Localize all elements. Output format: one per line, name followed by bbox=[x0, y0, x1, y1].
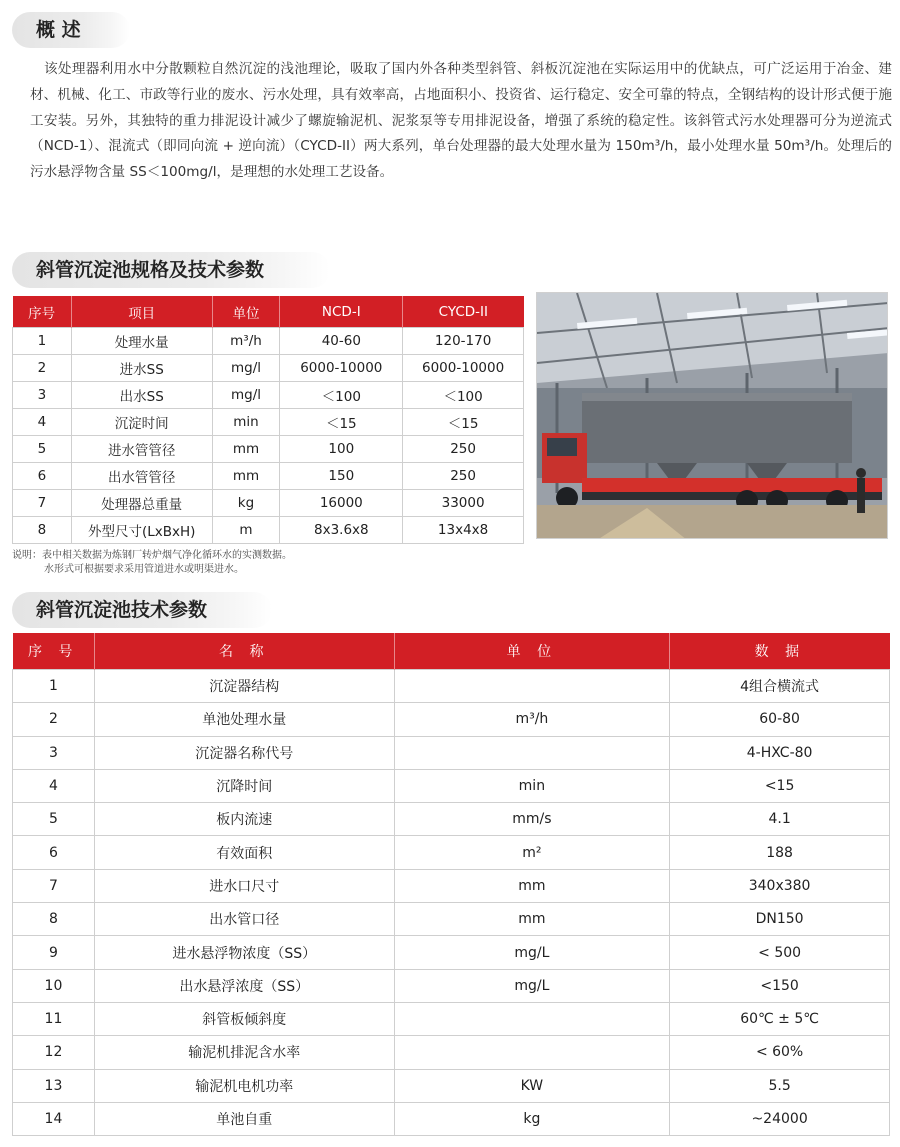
table-cell: 6000-10000 bbox=[403, 355, 524, 382]
table-cell: mg/l bbox=[212, 382, 280, 409]
table-cell: 12 bbox=[13, 1036, 95, 1069]
table-cell: 340x380 bbox=[670, 869, 890, 902]
table-cell: 60-80 bbox=[670, 703, 890, 736]
table-cell: min bbox=[212, 409, 280, 436]
table-row bbox=[13, 1002, 890, 1035]
table-cell: ~24000 bbox=[670, 1102, 890, 1135]
table-cell: <15 bbox=[670, 769, 890, 802]
spec-note bbox=[12, 549, 292, 577]
spec-note-line: 水形式可根据要求采用管道进水或明渠进水。 bbox=[44, 564, 244, 575]
table-row bbox=[13, 969, 890, 1002]
table-cell: mg/L bbox=[394, 936, 670, 969]
table-cell: 斜管板倾斜度 bbox=[94, 1002, 394, 1035]
overview-title: 概 述 bbox=[12, 12, 130, 48]
table-cell: 4组合横流式 bbox=[670, 670, 890, 703]
table-cell: 板内流速 bbox=[94, 803, 394, 836]
table-cell: mm bbox=[394, 869, 670, 902]
table-cell: 3 bbox=[13, 382, 72, 409]
table-cell: mg/l bbox=[212, 355, 280, 382]
table-cell: < 500 bbox=[670, 936, 890, 969]
table-cell: 6 bbox=[13, 836, 95, 869]
table-cell: 进水SS bbox=[71, 355, 212, 382]
table-cell: 4.1 bbox=[670, 803, 890, 836]
tech-header-row bbox=[13, 633, 890, 670]
table-cell: 9 bbox=[13, 936, 95, 969]
table-cell: 外型尺寸(LxBxH) bbox=[71, 517, 212, 544]
tech-header-cell: 序 号 bbox=[13, 633, 95, 670]
table-cell: 单池处理水量 bbox=[94, 703, 394, 736]
equipment-photo bbox=[536, 292, 888, 539]
table-row bbox=[13, 355, 524, 382]
tech-header-cell: 名 称 bbox=[94, 633, 394, 670]
table-cell: 2 bbox=[13, 703, 95, 736]
table-row bbox=[13, 1069, 890, 1102]
table-cell: 输泥机电机功率 bbox=[94, 1069, 394, 1102]
table-cell: m bbox=[212, 517, 280, 544]
table-cell: mm bbox=[212, 436, 280, 463]
table-cell: ＜100 bbox=[403, 382, 524, 409]
table-row bbox=[13, 382, 524, 409]
table-cell: 8 bbox=[13, 903, 95, 936]
table-cell: ＜15 bbox=[280, 409, 403, 436]
table-cell: kg bbox=[394, 1102, 670, 1135]
table-cell: m² bbox=[394, 836, 670, 869]
table-row bbox=[13, 769, 890, 802]
table-cell: 1 bbox=[13, 328, 72, 355]
table-cell: 沉淀器结构 bbox=[94, 670, 394, 703]
table-cell: 60℃ ± 5℃ bbox=[670, 1002, 890, 1035]
table-cell: 5.5 bbox=[670, 1069, 890, 1102]
table-cell: ＜100 bbox=[280, 382, 403, 409]
table-cell: 11 bbox=[13, 1002, 95, 1035]
table-cell: 14 bbox=[13, 1102, 95, 1135]
table-cell: 单池自重 bbox=[94, 1102, 394, 1135]
table-cell: 40-60 bbox=[280, 328, 403, 355]
table-cell: 7 bbox=[13, 490, 72, 517]
table-cell: 出水管管径 bbox=[71, 463, 212, 490]
table-cell: 8 bbox=[13, 517, 72, 544]
overview-text: 该处理器利用水中分散颗粒自然沉淀的浅池理论，吸取了国内外各种类型斜管、斜板沉淀池在实际运用中的优缺点，可广泛运用于冶金、建材、机械、化工、市政等行业的废水、污水处理，具有效率高，占地面积小、投资省、运行稳定、安全可靠的特点，全钢结构的设计形式便于施工安装。另外，其独特的重力排泥设计减少了螺旋输泥机、泥浆泵等专用排泥设备，增强了系统的稳定性。该斜管式污水处理器可分为逆流式（NCD-1）、混流式（即同向流 + 逆向流）（CYCD-II）两大系列，单台处理器的最大处理水量为 150m³/h，最小处理水量 50m³/h。处理后的污水悬浮物含量 SS＜100mg/l，是理想的水处理工艺设备。 bbox=[30, 61, 892, 181]
table-row bbox=[13, 736, 890, 769]
table-cell: 出水悬浮浓度（SS） bbox=[94, 969, 394, 1002]
table-cell bbox=[394, 1002, 670, 1035]
table-cell: 10 bbox=[13, 969, 95, 1002]
table-cell: 13 bbox=[13, 1069, 95, 1102]
table-cell: 出水管口径 bbox=[94, 903, 394, 936]
table-cell: 进水口尺寸 bbox=[94, 869, 394, 902]
table-cell: 6000-10000 bbox=[280, 355, 403, 382]
table-cell: 120-170 bbox=[403, 328, 524, 355]
spec-note-line: 说明：表中相关数据为炼钢厂转炉烟气净化循环水的实测数据。 bbox=[12, 550, 292, 561]
table-cell: mm bbox=[212, 463, 280, 490]
table-cell bbox=[394, 670, 670, 703]
table-cell: 输泥机排泥含水率 bbox=[94, 1036, 394, 1069]
tech-header-cell: 单 位 bbox=[394, 633, 670, 670]
spec-header-cell: 项目 bbox=[71, 296, 212, 328]
table-cell: 进水管管径 bbox=[71, 436, 212, 463]
table-row bbox=[13, 436, 524, 463]
spec-header-cell: NCD-I bbox=[280, 296, 403, 328]
table-row bbox=[13, 490, 524, 517]
table-row bbox=[13, 869, 890, 902]
table-cell: 7 bbox=[13, 869, 95, 902]
table-cell bbox=[394, 736, 670, 769]
table-cell: <150 bbox=[670, 969, 890, 1002]
table-row bbox=[13, 836, 890, 869]
table-cell: 处理水量 bbox=[71, 328, 212, 355]
table-row bbox=[13, 1036, 890, 1069]
truck-tank-illustration bbox=[537, 293, 888, 539]
table-cell: 处理器总重量 bbox=[71, 490, 212, 517]
table-cell: < 60% bbox=[670, 1036, 890, 1069]
table-cell: 2 bbox=[13, 355, 72, 382]
table-cell: 8x3.6x8 bbox=[280, 517, 403, 544]
table-cell: 1 bbox=[13, 670, 95, 703]
table-cell: 100 bbox=[280, 436, 403, 463]
table-cell: 进水悬浮物浓度（SS） bbox=[94, 936, 394, 969]
table-cell: 4 bbox=[13, 769, 95, 802]
table-cell: 4 bbox=[13, 409, 72, 436]
table-cell: KW bbox=[394, 1069, 670, 1102]
table-row bbox=[13, 328, 524, 355]
table-cell: m³/h bbox=[212, 328, 280, 355]
table-row bbox=[13, 1102, 890, 1135]
table-cell: 250 bbox=[403, 436, 524, 463]
table-row bbox=[13, 463, 524, 490]
spec-header-cell: CYCD-II bbox=[403, 296, 524, 328]
table-cell: 5 bbox=[13, 436, 72, 463]
table-cell: 5 bbox=[13, 803, 95, 836]
table-cell: kg bbox=[212, 490, 280, 517]
table-row bbox=[13, 670, 890, 703]
table-cell: 出水SS bbox=[71, 382, 212, 409]
spec-table bbox=[12, 296, 524, 544]
table-row bbox=[13, 903, 890, 936]
table-cell: mg/L bbox=[394, 969, 670, 1002]
table-row bbox=[13, 703, 890, 736]
table-cell: 有效面积 bbox=[94, 836, 394, 869]
table-cell: 3 bbox=[13, 736, 95, 769]
tech-table bbox=[12, 633, 890, 1136]
table-cell: 250 bbox=[403, 463, 524, 490]
table-row bbox=[13, 517, 524, 544]
table-cell: DN150 bbox=[670, 903, 890, 936]
table-cell: min bbox=[394, 769, 670, 802]
table-cell: 沉淀时间 bbox=[71, 409, 212, 436]
table-cell: 188 bbox=[670, 836, 890, 869]
tech-title: 斜管沉淀池技术参数 bbox=[12, 592, 272, 628]
table-row bbox=[13, 936, 890, 969]
tech-header-cell: 数 据 bbox=[670, 633, 890, 670]
table-cell: mm/s bbox=[394, 803, 670, 836]
table-cell: 33000 bbox=[403, 490, 524, 517]
table-cell: 16000 bbox=[280, 490, 403, 517]
table-cell: 13x4x8 bbox=[403, 517, 524, 544]
spec-header-cell: 单位 bbox=[212, 296, 280, 328]
table-cell: 4-HXC-80 bbox=[670, 736, 890, 769]
spec-header-row bbox=[13, 296, 524, 328]
table-cell: 沉淀器名称代号 bbox=[94, 736, 394, 769]
table-cell: ＜15 bbox=[403, 409, 524, 436]
table-cell: 沉降时间 bbox=[94, 769, 394, 802]
spec-title: 斜管沉淀池规格及技术参数 bbox=[12, 252, 330, 288]
table-cell: 6 bbox=[13, 463, 72, 490]
table-row bbox=[13, 803, 890, 836]
table-row bbox=[13, 409, 524, 436]
table-cell bbox=[394, 1036, 670, 1069]
table-cell: m³/h bbox=[394, 703, 670, 736]
table-cell: mm bbox=[394, 903, 670, 936]
table-cell: 150 bbox=[280, 463, 403, 490]
spec-header-cell: 序号 bbox=[13, 296, 72, 328]
